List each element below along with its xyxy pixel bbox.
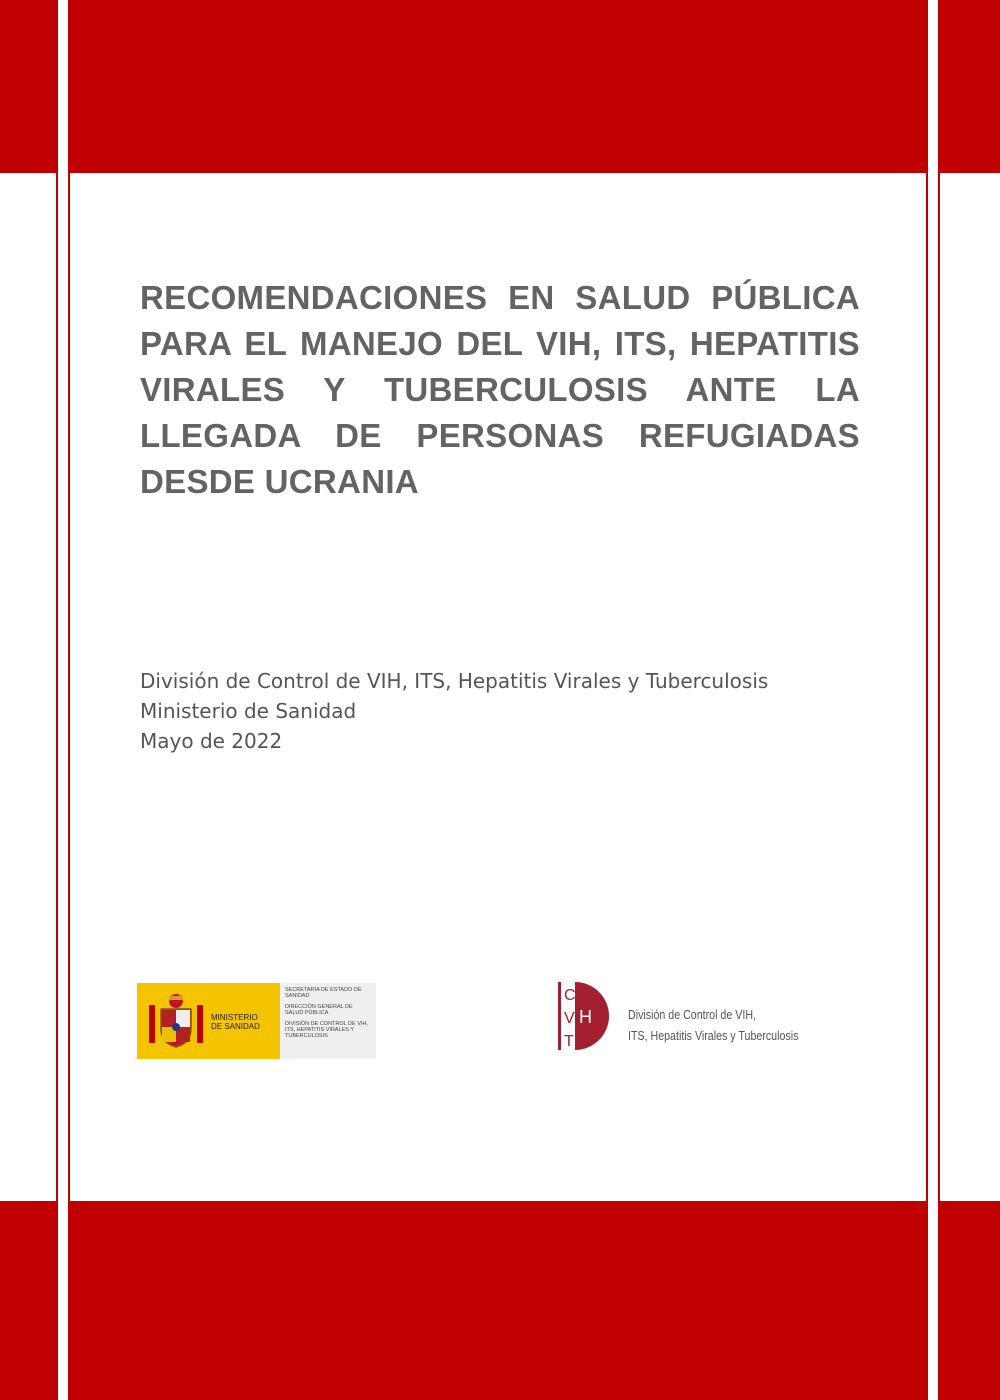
dept-direccion-general: DIRECCIÓN GENERAL DE SALUD PÚBLICA <box>285 1004 353 1016</box>
top-red-band <box>0 0 1000 173</box>
ministry-logo-yellow-panel <box>137 983 280 1059</box>
spain-coat-of-arms-icon <box>147 991 205 1051</box>
document-info <box>140 666 880 756</box>
dept-secretaria: SECRETARÍA DE ESTADO DE SANIDAD <box>285 987 362 999</box>
ministry-logo-name-line2: DE SANIDAD <box>211 1022 260 1031</box>
ministry-logo-departments <box>280 983 376 1059</box>
cvih-logo-mark-icon <box>555 980 615 1052</box>
right-frame-line <box>926 173 928 1201</box>
ministry-logo <box>137 983 377 1059</box>
cvih-logo <box>555 980 835 1052</box>
left-white-stripe <box>58 0 68 1400</box>
cvih-mark-t: T <box>564 1033 574 1050</box>
outer-left-frame-line <box>56 173 58 1201</box>
right-white-stripe <box>928 0 938 1400</box>
ministry-logo-name-line1: MINISTERIO <box>211 1013 258 1022</box>
cvih-mark-v: V <box>564 1010 575 1027</box>
division-name: División de Control de VIH, ITS, Hepatitis Virales y Tuberculosis <box>140 669 769 693</box>
ministry-logo-name <box>211 1013 260 1031</box>
cvih-logo-text <box>628 1004 798 1046</box>
bottom-red-band <box>0 1201 1000 1400</box>
publication-date: Mayo de 2022 <box>140 729 283 753</box>
left-frame-line <box>68 173 70 1201</box>
cvih-mark-h: H <box>579 1007 592 1027</box>
ministry-name: Ministerio de Sanidad <box>140 699 357 723</box>
cvih-logo-line2: ITS, Hepatitis Virales y Tuberculosis <box>628 1028 799 1043</box>
document-title: RECOMENDACIONES EN SALUD PÚBLICA PARA EL MANEJO DEL VIH, ITS, HEPATITIS VIRALES Y TUBERCULOSIS ANTE LA LLEGADA DE PERSONAS REFUGIADAS DESDE UCRANIA <box>140 279 860 500</box>
cvih-mark-c: C <box>564 987 576 1004</box>
outer-right-frame-line <box>938 173 940 1201</box>
dept-division-control: DIVISIÓN DE CONTROL DE VIH, ITS, HEPATITIS VIRALES Y TUBERCULOSIS <box>285 1021 368 1039</box>
cvih-logo-line1: División de Control de VIH, <box>628 1007 756 1022</box>
